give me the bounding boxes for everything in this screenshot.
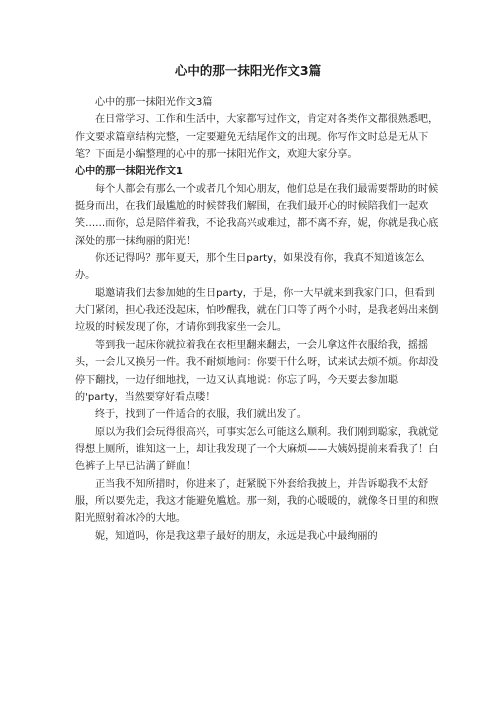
section-heading: 心中的那一抹阳光作文1: [75, 166, 183, 178]
document-title: 心中的那一抹阳光作文3篇: [174, 63, 322, 78]
paragraph: 在日常学习、工作和生活中，大家都写过作文，肯定对各类作文都很熟悉吧，作文要求篇章结构完整，一定要避免无结尾作文的出现。你写作文时总是无从下笔？下面是小编整理的心中的那一抹阳光作文，欢迎大家分享。: [75, 114, 439, 161]
document-body: [75, 94, 443, 545]
paragraph: 终于，找到了一件适合的衣服，我们就出发了。: [95, 409, 307, 421]
paragraph: 等到我一起床你就拉着我在衣柜里翻来翻去，一会儿拿这件衣服给我，摇摇头，一会儿又换另一件。我不耐烦地问：你要干什么呀，试来试去烦不烦。你却没停下翻找，一边仔细地找，一边又认真地说：你忘了吗，今天要去参加聪的'party，当然要穿好看点喽！: [75, 339, 439, 403]
paragraph: 每个人都会有那么一个或者几个知心朋友，他们总是在我们最需要帮助的时候挺身而出，在我们最尴尬的时候替我们解围，在我们最开心的时候陪我们一起欢笑……而你，总是陪伴着我，不论我高兴或难过，都不离不弃，妮，你就是我心底深处的那一抹绚丽的阳光！: [75, 183, 439, 247]
paragraph: 你还记得吗？那年夏天，那个生日party，如果没有你，我真不知道该怎么办。: [75, 253, 425, 282]
paragraph: 原以为我们会玩得很高兴，可事实怎么可能这么顺利。我们刚到聪家，我就觉得想上厕所，谁知这一上，却让我发现了一个大麻烦——大姨妈提前来看我了！白色裤子上早已沾满了鲜血！: [75, 426, 439, 473]
paragraph: 正当我不知所措时，你进来了，赶紧脱下外套给我披上，并告诉聪我不太舒服，所以要先走，我这才能避免尴尬。那一刻，我的心暖暖的，就像冬日里的和煦阳光照射着冰冷的大地。: [75, 478, 439, 525]
paragraph: 妮，知道吗，你是我这辈子最好的朋友，永远是我心中最绚丽的: [95, 530, 378, 542]
paragraph: 心中的那一抹阳光作文3篇: [95, 97, 213, 108]
paragraph: 聪邀请我们去参加她的生日party，于是，你一大早就来到我家门口，但看到大门紧闭，担心我还没起床，怕吵醒我，就在门口等了两个小时，是我老妈出来倒垃圾的时候发现了你，才请你到我家坐一会儿。: [75, 287, 439, 334]
